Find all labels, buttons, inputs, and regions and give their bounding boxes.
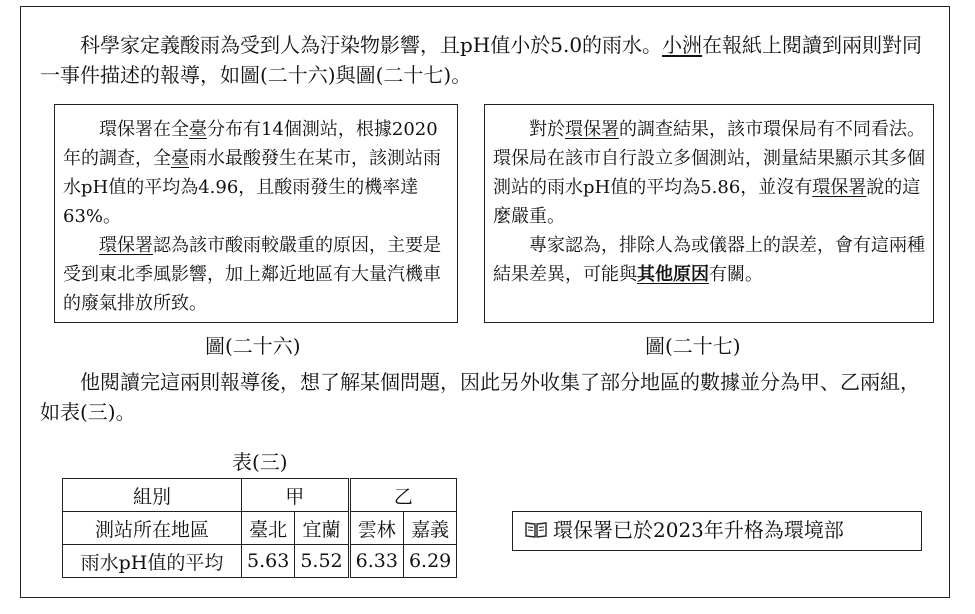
group-b-cell: 乙: [349, 479, 457, 512]
fig26-underline: 臺: [171, 148, 189, 169]
group-label-cell: 組別: [63, 479, 242, 512]
region-cell: 宜蘭: [295, 512, 349, 545]
fig26-text: 環保署在全: [99, 119, 189, 140]
region-label-cell: 測站所在地區: [63, 512, 242, 545]
table-row: [63, 545, 457, 578]
table-row: [63, 479, 457, 512]
fig27-underline: 環保署: [812, 177, 867, 198]
fig27-underline: 環保署: [565, 119, 619, 140]
intro-paragraph: [40, 30, 930, 90]
fig27-paragraph-2: [493, 231, 925, 289]
note-box: [512, 511, 922, 551]
ph-value-cell: 5.63: [242, 545, 295, 578]
fig26-text: 分布有14個測站，根據2020年的調查，全: [63, 119, 438, 169]
data-table: [62, 478, 457, 578]
intro-text-2: 在報紙上閱讀到兩則對同一事件描述的報導，如圖(二十六)與圖(二十七)。: [40, 33, 923, 87]
ph-label-cell: 雨水pH值的平均: [63, 545, 242, 578]
table-caption: 表(三): [232, 450, 288, 474]
fig26-paragraph-2: [63, 231, 449, 318]
group-a-cell: 甲: [242, 479, 350, 512]
fig27-text: 說的這麼嚴重。: [493, 177, 921, 227]
person-name: 小洲: [662, 33, 703, 57]
fig27-text: 專家認為，排除人為或儀器上的誤差，會有這兩種結果差異，可能與: [493, 235, 925, 285]
region-cell: 嘉義: [403, 512, 456, 545]
fig27-bold-underline: 其他原因: [637, 264, 709, 285]
note-text: 環保署已於2023年升格為環境部: [553, 518, 844, 542]
figure-27-caption: 圖(二十七): [645, 334, 741, 358]
fig26-paragraph-1: [63, 115, 449, 231]
fig26-underline: 環保署: [99, 235, 153, 256]
ph-value-cell: 5.52: [295, 545, 349, 578]
fig27-text: 的調查結果，該市環保局有不同看法。環保局在該市自行設立多個測站，測量結果顯示其多個測站的雨水pH值的平均為5.86，並沒有: [493, 119, 925, 198]
intro-text-1: 科學家定義酸雨為受到人為汙染物影響，且pH值小於5.0的雨水。: [80, 33, 663, 57]
fig26-text: 雨水最酸發生在某市，該測站雨水pH值的平均為4.96，且酸雨發生的機率達63%。: [63, 148, 441, 227]
figure-26-caption: 圖(二十六): [205, 334, 301, 358]
ph-value-cell: 6.33: [349, 545, 403, 578]
book-icon: [525, 512, 547, 549]
figure-26-box: [54, 104, 458, 323]
ph-value-cell: 6.29: [403, 545, 456, 578]
fig27-text: 對於: [529, 119, 565, 140]
fig27-paragraph-1: [493, 115, 925, 231]
fig26-underline: 臺: [189, 119, 207, 140]
region-cell: 雲林: [349, 512, 403, 545]
second-paragraph: 他閱讀完這兩則報導後，想了解某個問題，因此另外收集了部分地區的數據並分為甲、乙兩組，如表(三)。: [40, 370, 920, 424]
fig27-text: 有關。: [709, 264, 763, 285]
fig26-text: 認為該市酸雨較嚴重的原因，主要是受到東北季風影響，加上鄰近地區有大量汽機車的廢氣排放所致。: [63, 235, 441, 314]
figure-27-box: [484, 104, 934, 323]
table-row: [63, 512, 457, 545]
region-cell: 臺北: [242, 512, 295, 545]
